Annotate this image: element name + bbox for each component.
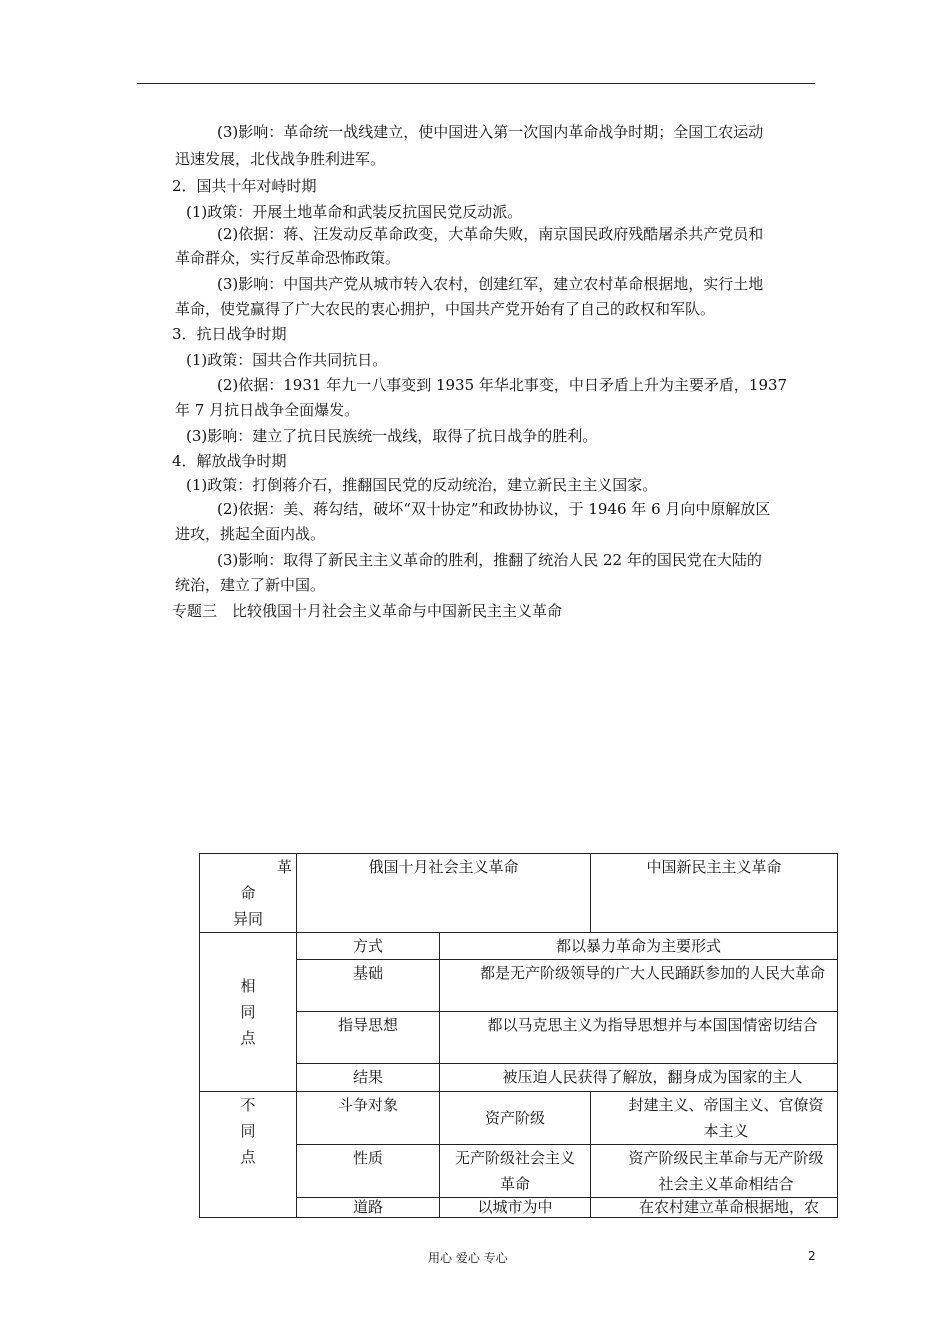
body-line: (2)依据：1931 年九一八事变到 1935 年华北事变，中日矛盾上升为主要矛盾，1937 xyxy=(217,376,788,394)
aspect-cell: 基础 xyxy=(297,960,440,1012)
col-china-header: 中国新民主主义革命 xyxy=(591,854,838,933)
body-line: (1)政策：打倒蒋介石，推翻国民党的反动统治，建立新民主主义国家。 xyxy=(186,476,658,494)
body-line: (1)政策：国共合作共同抗日。 xyxy=(186,351,388,369)
same-label-char: 相 xyxy=(240,977,256,995)
same-label-char: 点 xyxy=(240,1029,256,1047)
section-heading: 2．国共十年对峙时期 xyxy=(172,177,317,195)
china-cell: 在农村建立革命根据地，农 xyxy=(591,1198,838,1218)
body-line: (3)影响：革命统一战线建立，使中国进入第一次国内革命战争时期；全国工农运动 xyxy=(217,123,764,141)
shared-cell: 被压迫人民获得了解放，翻身成为国家的主人 xyxy=(440,1064,838,1092)
comparison-table xyxy=(199,853,838,1218)
body-line: (2)依据：蒋、汪发动反革命政变，大革命失败，南京国民政府残酷屠杀共产党员和 xyxy=(217,225,764,243)
corner-label: 异同 xyxy=(232,910,263,928)
russia-cell: 资产阶级 xyxy=(440,1092,591,1145)
body-line: 统治，建立了新中国。 xyxy=(175,576,326,594)
body-line: (3)影响：取得了新民主主义革命的胜利，推翻了统治人民 22 年的国民党在大陆的 xyxy=(217,551,762,569)
header-rule xyxy=(137,83,815,84)
corner-label: 革 xyxy=(276,858,292,876)
shared-cell: 都以暴力革命为主要形式 xyxy=(440,933,838,960)
body-line: (1)政策：开展土地革命和武装反抗国民党反动派。 xyxy=(186,203,523,221)
aspect-cell: 结果 xyxy=(297,1064,440,1092)
diff-points-label xyxy=(200,1092,297,1218)
aspect-cell: 道路 xyxy=(297,1198,440,1218)
body-line: 迅速发展，北伐战争胜利进军。 xyxy=(175,150,386,168)
page-number: 2 xyxy=(808,1249,816,1263)
russia-cell: 无产阶级社会主义革命 xyxy=(440,1145,591,1198)
body-line: 革命，使党赢得了广大农民的衷心拥护，中国共产党开始有了自己的政权和军队。 xyxy=(175,300,716,318)
body-line: 革命群众，实行反革命恐怖政策。 xyxy=(175,249,401,267)
corner-label: 命 xyxy=(240,884,256,902)
russia-cell: 以城市为中 xyxy=(440,1198,591,1218)
shared-cell: 都是无产阶级领导的广大人民踊跃参加的人民大革命 xyxy=(440,960,838,1012)
table-header-row xyxy=(200,854,838,933)
aspect-cell: 指导思想 xyxy=(297,1012,440,1064)
aspect-cell: 性质 xyxy=(297,1145,440,1198)
body-line: (3)影响：中国共产党从城市转入农村，创建红军，建立农村革命根据地，实行土地 xyxy=(217,275,764,293)
section-heading: 4．解放战争时期 xyxy=(172,452,287,470)
china-cell: 资产阶级民主革命与无产阶级社会主义革命相结合 xyxy=(591,1145,838,1198)
china-cell: 封建主义、帝国主义、官僚资本主义 xyxy=(591,1092,838,1145)
body-line: (2)依据：美、蒋勾结，破坏“双十协定”和政协协议，于 1946 年 6 月向中原解放区 xyxy=(217,500,771,518)
body-line: (3)影响：建立了抗日民族统一战线，取得了抗日战争的胜利。 xyxy=(186,427,598,445)
corner-cell xyxy=(200,854,297,933)
same-points-label xyxy=(200,933,297,1092)
section-heading: 3．抗日战争时期 xyxy=(172,325,287,343)
body-line: 年 7 月抗日战争全面爆发。 xyxy=(175,401,360,419)
col-russia-header: 俄国十月社会主义革命 xyxy=(297,854,591,933)
diff-label-char: 不 xyxy=(240,1096,256,1114)
aspect-cell: 斗争对象 xyxy=(297,1092,440,1145)
table-row xyxy=(200,933,838,960)
topic-heading: 专题三 比较俄国十月社会主义革命与中国新民主主义革命 xyxy=(172,602,563,620)
diff-label-char: 点 xyxy=(240,1148,256,1166)
aspect-cell: 方式 xyxy=(297,933,440,960)
shared-cell: 都以马克思主义为指导思想并与本国国情密切结合 xyxy=(440,1012,838,1064)
body-line: 进攻，挑起全面内战。 xyxy=(175,525,326,543)
same-label-char: 同 xyxy=(240,1003,256,1021)
table-row xyxy=(200,1092,838,1145)
diff-label-char: 同 xyxy=(240,1122,256,1140)
footer-motto: 用心 爱心 专心 xyxy=(428,1251,508,1265)
